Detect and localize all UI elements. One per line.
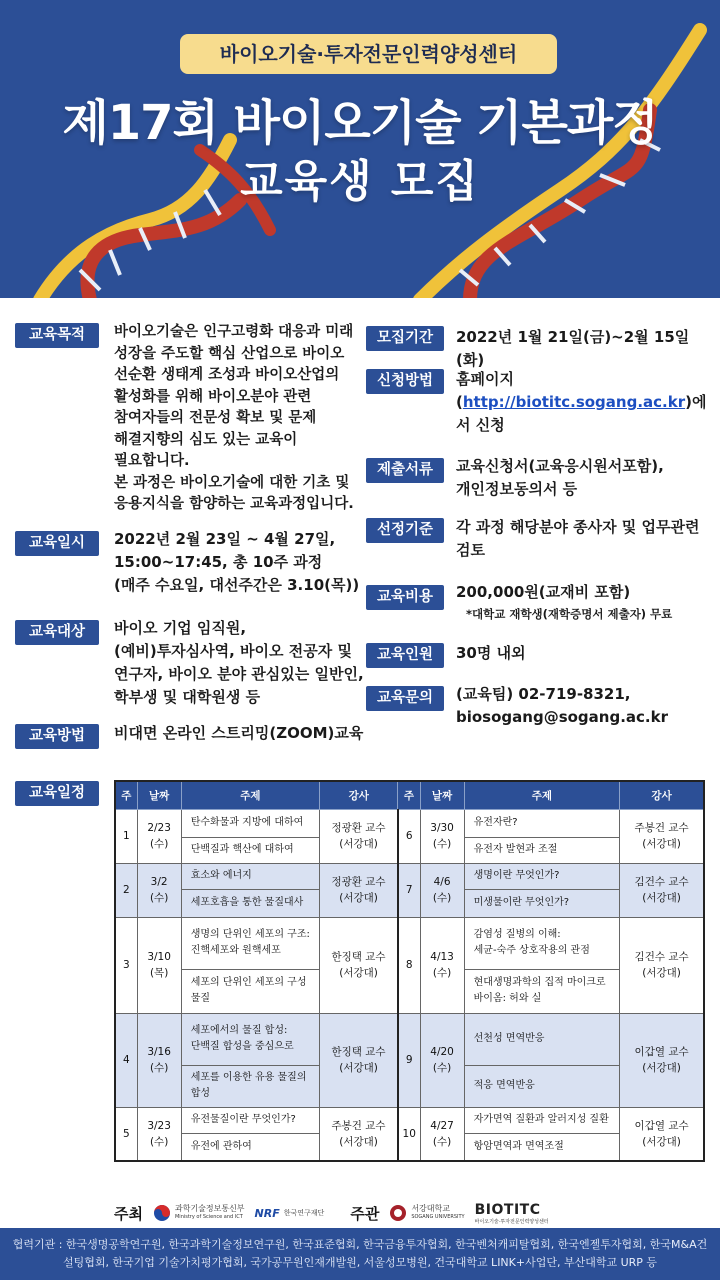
week-number-cell: 5 — [115, 1107, 137, 1161]
apply-label: 신청방법 — [366, 369, 444, 394]
topic-cell: 유전자란? — [464, 809, 620, 837]
nrf-logo — [255, 1207, 325, 1220]
topic-cell: 단백질과 핵산에 대하여 — [181, 837, 319, 863]
method-label: 교육방법 — [15, 724, 99, 749]
contact-label: 교육문의 — [366, 686, 444, 711]
criteria-text: 각 과정 해당분야 종사자 및 업무관련 검토 — [456, 518, 700, 559]
topic-cell: 선천성 면역반응 — [464, 1013, 620, 1065]
date-cell: 3/16 (수) — [137, 1013, 181, 1107]
topic-cell: 자가면역 질환과 알러지성 질환 — [464, 1107, 620, 1133]
col-week: 주 — [115, 781, 137, 809]
capacity-text: 30명 내외 — [456, 644, 526, 662]
biotitc-name: BIOTITC — [474, 1201, 541, 1218]
taegeuk-icon — [153, 1204, 171, 1222]
date-cell: 3/30 (수) — [420, 809, 464, 863]
target-text: 바이오 기업 임직원, (예비)투자심사역, 바이오 전공자 및 연구자, 바이오 분야 관심있는 일반인, 학부생 및 대학원생 등 — [114, 619, 364, 706]
week-number-cell: 4 — [115, 1013, 137, 1107]
criteria-label: 선정기준 — [366, 518, 444, 543]
msit-logo — [153, 1204, 245, 1222]
cost-label: 교육비용 — [366, 585, 444, 610]
topic-cell: 항암면역과 면역조절 — [464, 1133, 620, 1161]
topic-cell: 탄수화물과 지방에 대하여 — [181, 809, 319, 837]
docs-text: 교육신청서(교육응시원서포함), 개인정보동의서 등 — [456, 457, 664, 498]
week-number-cell: 6 — [398, 809, 420, 863]
center-name-badge: 바이오기술·투자전문인력양성센터 — [180, 34, 557, 74]
col-lecturer: 강사 — [320, 781, 398, 809]
week-number-cell: 1 — [115, 809, 137, 863]
date-cell: 4/27 (수) — [420, 1107, 464, 1161]
col-topic: 주제 — [464, 781, 620, 809]
host-label: 주최 — [114, 1204, 143, 1223]
biotitc-sub: 바이오기술·투자전문인력양성센터 — [474, 1218, 549, 1225]
table-row — [115, 809, 704, 837]
topic-cell: 유전물질이란 무엇인가? — [181, 1107, 319, 1133]
topic-cell: 세포의 단위인 세포의 구성 물질 — [181, 969, 319, 1013]
lecturer-cell: 정광환 교수 (서강대) — [320, 809, 398, 863]
date-label: 교육일시 — [15, 531, 99, 556]
week-number-cell: 10 — [398, 1107, 420, 1161]
date-cell: 2/23 (수) — [137, 809, 181, 863]
topic-cell: 세포호흡을 통한 물질대사 — [181, 889, 319, 917]
purpose-label: 교육목적 — [15, 323, 99, 348]
topic-cell: 효소와 에너지 — [181, 863, 319, 889]
sogang-sub: SOGANG UNIVERSITY — [411, 1214, 465, 1220]
table-row — [115, 1107, 704, 1133]
topic-cell: 유전에 관하여 — [181, 1133, 319, 1161]
date-cell: 3/2 (수) — [137, 863, 181, 917]
week-number-cell: 2 — [115, 863, 137, 917]
topic-cell: 세포에서의 물질 합성: 단백질 합성을 중심으로 — [181, 1013, 319, 1065]
apply-text: 홈페이지 (http://biotitc.sogang.ac.kr)에 서 신청 — [456, 370, 707, 434]
topic-cell: 세포를 이용한 유용 물질의 합성 — [181, 1065, 319, 1107]
nrf-name: 한국연구재단 — [283, 1209, 325, 1217]
schedule-label: 교육일정 — [15, 781, 99, 806]
topic-cell: 적응 면역반응 — [464, 1065, 620, 1107]
lecturer-cell: 한징택 교수 (서강대) — [320, 917, 398, 1013]
lecturer-cell: 김건수 교수 (서강대) — [620, 863, 704, 917]
date-cell: 4/6 (수) — [420, 863, 464, 917]
lecturer-cell: 한징택 교수 (서강대) — [320, 1013, 398, 1107]
purpose-text: 바이오기술은 인구고령화 대응과 미래 성장을 주도할 핵심 산업으로 바이오 선순환 생태계 조성과 바이오산업의 활성화를 위해 바이오분야 관련 참여자들의 전문성 확보 및 문제 해결지향의 심도 있는 교육이 필요합니다. 본 과정은 바이오기술에 대한 기초 및 응용지식을 함양하는 교육과정입니다. — [114, 324, 354, 512]
topic-cell: 생명이란 무엇인가? — [464, 863, 620, 889]
date-cell: 4/20 (수) — [420, 1013, 464, 1107]
lecturer-cell: 정광환 교수 (서강대) — [320, 863, 398, 917]
topic-cell: 미생물이란 무엇인가? — [464, 889, 620, 917]
lecturer-cell: 김건수 교수 (서강대) — [620, 917, 704, 1013]
table-row — [115, 1013, 704, 1065]
target-label: 교육대상 — [15, 620, 99, 645]
schedule-table — [114, 780, 705, 1162]
header-banner — [0, 0, 720, 300]
date-cell: 3/10 (목) — [137, 917, 181, 1013]
col-week: 주 — [398, 781, 420, 809]
lecturer-cell: 이갑열 교수 (서강대) — [620, 1013, 704, 1107]
table-row — [115, 863, 704, 889]
page-title: 제17회 바이오기술 기본과정 — [62, 95, 658, 151]
sogang-emblem-icon — [389, 1204, 407, 1222]
table-header-row — [115, 781, 704, 809]
nrf-mark: NRF — [254, 1206, 280, 1220]
date-cell: 4/13 (수) — [420, 917, 464, 1013]
week-number-cell: 9 — [398, 1013, 420, 1107]
topic-cell: 생명의 단위인 세포의 구조: 진핵세포와 원핵세포 — [181, 917, 319, 969]
week-number-cell: 7 — [398, 863, 420, 917]
docs-label: 제출서류 — [366, 458, 444, 483]
week-number-cell: 3 — [115, 917, 137, 1013]
date-text: 2022년 2월 23일 ~ 4월 27일, 15:00~17:45, 총 10주 과정 (매주 수요일, 대선주간은 3.10(목)) — [114, 530, 360, 594]
lecturer-cell: 주봉건 교수 (서강대) — [620, 809, 704, 863]
lecturer-cell: 이갑열 교수 (서강대) — [620, 1107, 704, 1161]
contact-text: (교육팀) 02-719-8321, biosogang@sogang.ac.kr — [456, 685, 668, 726]
col-date: 날짜 — [137, 781, 181, 809]
date-cell: 3/23 (수) — [137, 1107, 181, 1161]
topic-cell: 감염성 질병의 이해: 세균-숙주 상호작용의 관점 — [464, 917, 620, 969]
page-subtitle: 교육생 모집 — [240, 156, 480, 207]
col-lecturer: 강사 — [620, 781, 704, 809]
organizer-label: 주관 — [350, 1204, 380, 1223]
capacity-label: 교육인원 — [366, 643, 444, 668]
lecturer-cell: 주봉건 교수 (서강대) — [320, 1107, 398, 1161]
cost-text: 200,000원(교재비 포함) — [456, 583, 631, 601]
method-text: 비대면 온라인 스트리밍(ZOOM)교육 — [114, 724, 364, 742]
week-number-cell: 8 — [398, 917, 420, 1013]
cost-note: *대학교 재학생(재학증명서 제출자) 무료 — [466, 607, 673, 621]
col-topic: 주제 — [181, 781, 319, 809]
biotitc-logo — [475, 1202, 549, 1225]
msit-name: 과학기술정보통신부 — [174, 1204, 245, 1213]
host-logos — [114, 1198, 549, 1228]
col-date: 날짜 — [420, 781, 464, 809]
cooperation-list: 협력기관 : 한국생명공학연구원, 한국과학기술정보연구원, 한국표준협회, 한국금융투자협회, 한국벤처캐피탈협회, 한국엔젤투자협회, 한국M&A건설팅협회, 한국기업 기술가치평가협회, 국가공무원인재개발원, 서울성모병원, 건국대학교 LINK+사업단, 부산대학교 URP 등 — [12, 1238, 708, 1269]
table-row — [115, 917, 704, 969]
sogang-logo — [389, 1204, 464, 1222]
period-label: 모집기간 — [366, 326, 444, 351]
homepage-link[interactable]: http://biotitc.sogang.ac.kr — [462, 393, 686, 411]
period-text: 2022년 1월 21일(금)~2월 15일(화) — [456, 328, 690, 369]
topic-cell: 유전자 발현과 조절 — [464, 837, 620, 863]
msit-sub: Ministry of Science and ICT — [174, 1214, 243, 1220]
topic-cell: 현대생명과학의 집적 마이크로 바이옴: 허와 실 — [464, 969, 620, 1013]
sogang-name: 서강대학교 — [411, 1204, 450, 1213]
